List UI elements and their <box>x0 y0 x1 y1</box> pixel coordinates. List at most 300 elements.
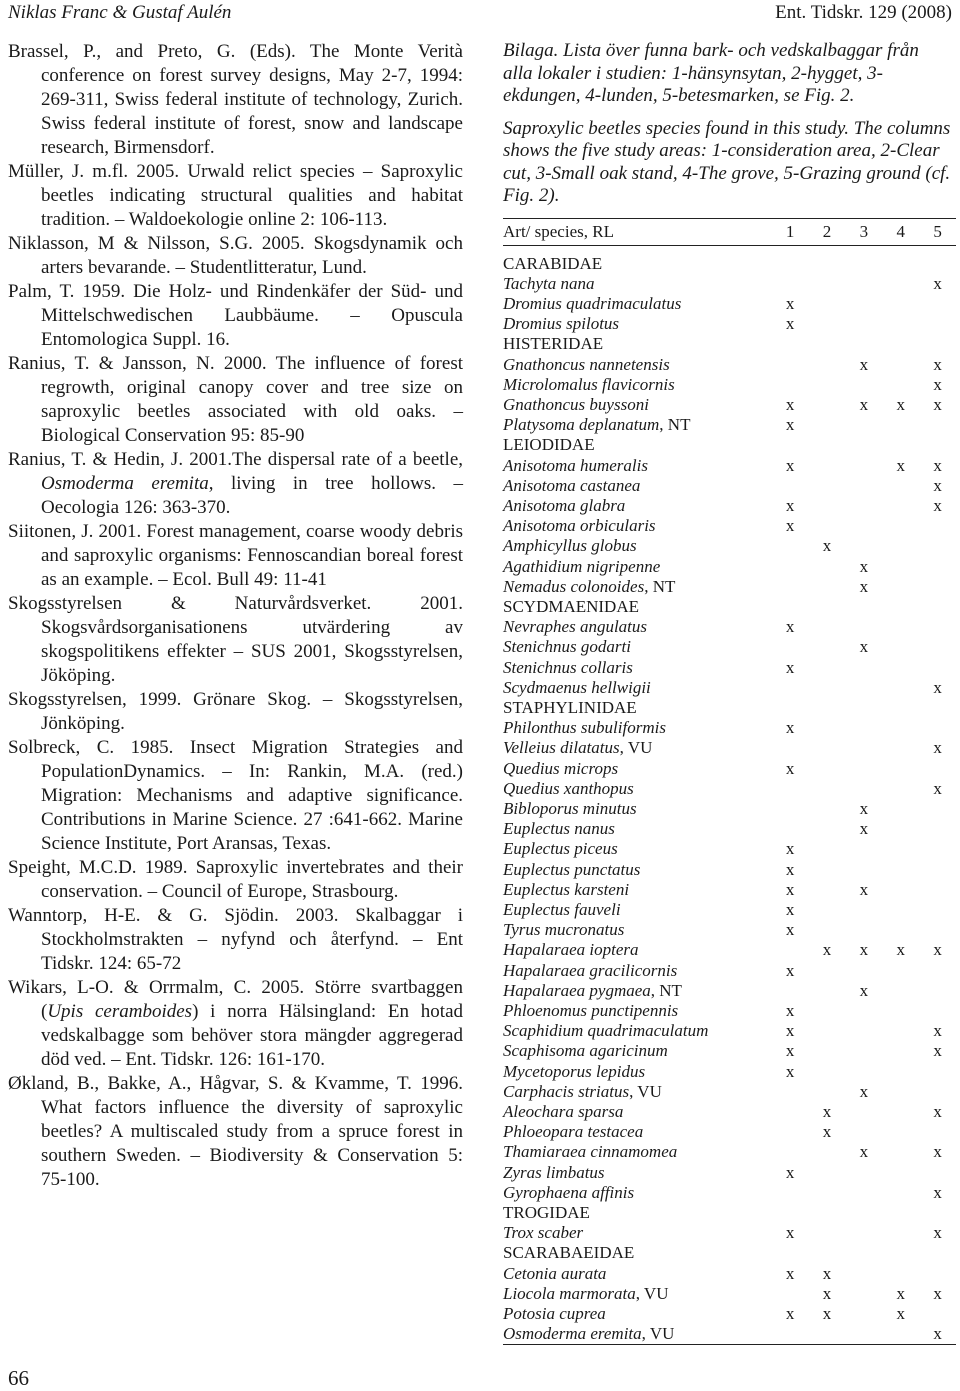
redlist-status: , VU <box>629 1081 662 1101</box>
presence-cell-area-5: x <box>933 1021 942 1041</box>
presence-cell-area-4 <box>882 435 919 455</box>
species-name: Aleochara sparsa <box>503 1102 624 1122</box>
presence-cell-area-5 <box>919 860 956 880</box>
family-name-cell <box>503 1243 772 1263</box>
species-name: Gnathoncus buyssoni <box>503 394 649 414</box>
table-row <box>503 860 956 880</box>
presence-cell-area-5 <box>919 658 956 678</box>
presence-cell-area-2 <box>809 1062 846 1082</box>
presence-cell-area-3 <box>845 1163 882 1183</box>
family-name: STAPHYLINIDAE <box>503 697 637 717</box>
species-name: Euplectus nanus <box>503 819 615 839</box>
presence-cell-area-4 <box>882 1021 919 1041</box>
presence-cell-area-3: x <box>859 394 869 414</box>
species-name-cell <box>503 274 772 294</box>
redlist-status: , NT <box>650 980 682 1000</box>
presence-cell-area-4 <box>882 1243 919 1263</box>
presence-cell-area-5 <box>919 920 956 940</box>
presence-cell-area-4 <box>882 314 919 334</box>
species-name-cell <box>503 1102 772 1122</box>
presence-cell-area-3 <box>845 334 882 354</box>
presence-cell-area-1: x <box>785 1162 795 1182</box>
presence-cell-area-1: x <box>785 1021 795 1041</box>
redlist-status: , VU <box>635 1283 669 1303</box>
presence-cell-area-1 <box>772 1102 809 1122</box>
presence-cell-area-5: x <box>933 354 942 374</box>
presence-cell-area-5 <box>919 637 956 657</box>
column-header-5: 5 <box>919 218 956 245</box>
presence-cell-area-2 <box>809 1142 846 1162</box>
presence-cell-area-5: x <box>933 455 942 475</box>
column-header-1: 1 <box>772 218 809 245</box>
presence-cell-area-3 <box>845 658 882 678</box>
presence-cell-area-4 <box>882 536 919 556</box>
table-row <box>503 900 956 920</box>
family-row <box>503 1243 956 1263</box>
presence-cell-area-5 <box>919 1062 956 1082</box>
reference-species-name: Osmoderma eremita <box>41 473 209 494</box>
presence-cell-area-4 <box>882 597 919 617</box>
table-row <box>503 294 956 314</box>
species-name: Microlomalus flavicornis <box>503 374 675 394</box>
table-row <box>503 678 956 698</box>
presence-cell-area-5 <box>919 839 956 859</box>
presence-cell-area-1 <box>772 334 809 354</box>
table-row <box>503 1223 956 1243</box>
presence-cell-area-2: x <box>822 1304 832 1324</box>
presence-cell-area-5 <box>919 759 956 779</box>
presence-cell-area-1: x <box>785 859 795 879</box>
presence-cell-area-4 <box>882 1163 919 1183</box>
presence-cell-area-3 <box>845 375 882 395</box>
species-name-cell <box>503 1284 772 1304</box>
table-row <box>503 415 956 435</box>
table-row <box>503 476 956 496</box>
presence-cell-area-4 <box>882 1324 919 1345</box>
table-row <box>503 759 956 779</box>
reference-list <box>8 40 463 1192</box>
presence-cell-area-3 <box>845 698 882 718</box>
family-name-cell <box>503 698 772 718</box>
table-row <box>503 274 956 294</box>
species-name-cell <box>503 880 772 900</box>
presence-cell-area-3 <box>845 496 882 516</box>
presence-cell-area-5: x <box>933 1102 942 1122</box>
presence-cell-area-3 <box>845 617 882 637</box>
presence-cell-area-5: x <box>933 1223 942 1243</box>
family-name: CARABIDAE <box>503 253 603 273</box>
presence-cell-area-5 <box>919 1122 956 1142</box>
reference-entry: Solbreck, C. 1985. Insect Migration Strategies and PopulationDynamics. – In: Rankin, M.A. (red.) Migration: Mechanisms and adaptive significance. Contributions in Marine Science. 27 :641-662. Marine Science Institute, Port Aransas, Texas. <box>8 737 463 854</box>
presence-cell-area-2 <box>809 496 846 516</box>
species-name: Velleius dilatatus <box>503 738 620 758</box>
redlist-status: , NT <box>659 415 691 435</box>
presence-cell-area-3 <box>845 1001 882 1021</box>
presence-cell-area-3 <box>845 718 882 738</box>
species-name: Anisotoma orbicularis <box>503 516 656 536</box>
presence-cell-area-2 <box>809 334 846 354</box>
table-row <box>503 577 956 597</box>
presence-cell-area-5 <box>919 718 956 738</box>
caption-english: Saproxylic beetles species found in this study. The columns shows the five study areas: 1-consideration area, 2-Clear cut, 3-Small oak stand, 4-The grove, 5-Grazing ground (cf. Fig. 2). <box>503 117 951 206</box>
species-name: Gyrophaena affinis <box>503 1182 635 1202</box>
presence-cell-area-1: x <box>785 1223 795 1243</box>
table-row <box>503 496 956 516</box>
presence-cell-area-5 <box>919 799 956 819</box>
species-name: Scydmaenus hellwigii <box>503 677 651 697</box>
table-row <box>503 1163 956 1183</box>
species-name-cell <box>503 557 772 577</box>
presence-cell-area-5: x <box>919 1324 956 1345</box>
table-row <box>503 658 956 678</box>
presence-cell-area-3 <box>845 476 882 496</box>
presence-cell-area-3 <box>845 860 882 880</box>
presence-cell-area-2 <box>809 274 846 294</box>
presence-cell-area-5: x <box>933 1283 942 1303</box>
presence-cell-area-4 <box>882 1223 919 1243</box>
presence-cell-area-1 <box>772 375 809 395</box>
table-row <box>503 1324 956 1345</box>
species-name-cell <box>503 1062 772 1082</box>
presence-cell-area-4 <box>882 1264 919 1284</box>
species-name-cell <box>503 1001 772 1021</box>
presence-cell-area-1: x <box>785 293 795 313</box>
species-name: Osmoderma eremita <box>503 1324 642 1344</box>
presence-cell-area-1 <box>772 981 809 1001</box>
species-name: Euplectus karsteni <box>503 879 630 899</box>
presence-cell-area-2 <box>809 577 846 597</box>
presence-cell-area-3 <box>845 738 882 758</box>
presence-cell-area-1 <box>772 1324 809 1345</box>
species-name: Philonthus subuliformis <box>503 718 666 738</box>
presence-cell-area-1: x <box>785 960 795 980</box>
presence-cell-area-1 <box>772 254 809 274</box>
presence-cell-area-3 <box>845 1304 882 1324</box>
species-name: Zyras limbatus <box>503 1162 605 1182</box>
table-row <box>503 981 956 1001</box>
species-name-cell <box>503 920 772 940</box>
presence-cell-area-1: x <box>785 455 795 475</box>
presence-cell-area-4 <box>882 496 919 516</box>
presence-cell-area-5 <box>919 557 956 577</box>
table-spacer-row <box>503 245 956 254</box>
species-name: Carphacis striatus <box>503 1081 630 1101</box>
presence-cell-area-4 <box>882 1122 919 1142</box>
presence-cell-area-5 <box>919 900 956 920</box>
species-name-cell <box>503 759 772 779</box>
presence-cell-area-5: x <box>933 374 942 394</box>
species-name: Nemadus colonoides <box>503 576 645 596</box>
column-header-species: Art/ species, RL <box>503 218 772 245</box>
species-name: Bibloporus minutus <box>503 798 637 818</box>
family-name: TROGIDAE <box>503 1203 590 1223</box>
presence-cell-area-1 <box>772 1284 809 1304</box>
table-row <box>503 940 956 960</box>
family-name-cell <box>503 435 772 455</box>
presence-cell-area-3 <box>845 900 882 920</box>
presence-cell-area-5 <box>919 1304 956 1324</box>
presence-cell-area-4 <box>882 355 919 375</box>
presence-cell-area-5 <box>919 1243 956 1263</box>
presence-cell-area-4 <box>882 658 919 678</box>
table-row <box>503 1041 956 1061</box>
reference-entry <box>8 976 463 1072</box>
presence-cell-area-4 <box>882 860 919 880</box>
family-name: SCARABAEIDAE <box>503 1243 635 1263</box>
reference-entry: Siitonen, J. 2001. Forest management, coarse woody debris and saproxylic organisms: Fennoscandian boreal forest as an example. – Ecol. Bull 49: 11-41 <box>8 521 463 590</box>
presence-cell-area-2: x <box>822 536 832 556</box>
page-number: 66 <box>8 1366 29 1390</box>
presence-cell-area-4 <box>882 617 919 637</box>
reference-entry: Skogsstyrelsen & Naturvårdsverket. 2001. Skogsvårdsorganisationens utvärdering av skogspolitikens effekter – SUS 2001, Skogsstyrelsen, Jököping. <box>8 593 463 686</box>
presence-cell-area-2 <box>809 375 846 395</box>
presence-cell-area-5: x <box>933 394 942 414</box>
presence-cell-area-2 <box>809 1223 846 1243</box>
table-header-row <box>503 218 956 245</box>
table-row <box>503 1304 956 1324</box>
presence-cell-area-3: x <box>859 940 869 960</box>
presence-cell-area-2 <box>809 981 846 1001</box>
table-row <box>503 1284 956 1304</box>
table-row <box>503 779 956 799</box>
presence-cell-area-3 <box>845 920 882 940</box>
presence-cell-area-3 <box>845 1062 882 1082</box>
reference-entry: Ranius, T. & Jansson, N. 2000. The influence of forest regrowth, original canopy cover and tree size on saproxylic beetles associated with old oaks. – Biological Conservation 95: 85-90 <box>8 353 463 446</box>
species-name-cell <box>503 658 772 678</box>
presence-cell-area-2 <box>809 1001 846 1021</box>
caption-swedish: Bilaga. Lista över funna bark- och vedskalbaggar från alla lokaler i studien: 1-hänsynsytan, 2-hygget, 3-ekdungen, 4-lunden, 5-betesmarken, se Fig. 2. <box>503 40 919 106</box>
table-row <box>503 1021 956 1041</box>
presence-cell-area-4 <box>882 738 919 758</box>
species-name: Euplectus piceus <box>503 839 618 859</box>
presence-cell-area-4 <box>882 476 919 496</box>
species-name-cell <box>503 860 772 880</box>
presence-cell-area-5: x <box>933 677 942 697</box>
presence-cell-area-3 <box>845 274 882 294</box>
presence-cell-area-4: x <box>896 455 905 475</box>
reference-entry <box>8 448 463 520</box>
species-name: Mycetoporus lepidus <box>503 1061 646 1081</box>
table-row <box>503 314 956 334</box>
family-row <box>503 435 956 455</box>
species-name-cell <box>503 981 772 1001</box>
presence-cell-area-5: x <box>933 778 942 798</box>
table-row <box>503 1082 956 1102</box>
table-row <box>503 375 956 395</box>
species-name-cell <box>503 1304 772 1324</box>
species-name-cell <box>503 1122 772 1142</box>
species-name-cell <box>503 1163 772 1183</box>
presence-cell-area-1 <box>772 799 809 819</box>
presence-cell-area-1 <box>772 577 809 597</box>
presence-cell-area-4 <box>882 1001 919 1021</box>
presence-cell-area-3 <box>845 456 882 476</box>
presence-cell-area-3 <box>845 1203 882 1223</box>
presence-cell-area-3 <box>845 536 882 556</box>
presence-cell-area-4 <box>882 1082 919 1102</box>
presence-cell-area-3 <box>845 1021 882 1041</box>
species-name-cell <box>503 516 772 536</box>
presence-cell-area-3 <box>845 678 882 698</box>
presence-cell-area-2 <box>809 637 846 657</box>
species-name: Gnathoncus nannetensis <box>503 354 670 374</box>
species-name-cell <box>503 961 772 981</box>
presence-cell-area-1 <box>772 435 809 455</box>
reference-text: Wikars, L-O. & Orrmalm, C. 2005. Större svartbaggen ( <box>8 977 463 1022</box>
table-row <box>503 536 956 556</box>
presence-cell-area-2 <box>809 1324 846 1345</box>
presence-cell-area-4 <box>882 1102 919 1122</box>
presence-cell-area-5: x <box>933 495 942 515</box>
table-body <box>503 245 956 1345</box>
presence-cell-area-1: x <box>785 1304 795 1324</box>
presence-cell-area-1 <box>772 779 809 799</box>
species-name: Platysoma deplanatum <box>503 415 660 435</box>
presence-cell-area-4 <box>882 415 919 435</box>
presence-cell-area-3 <box>845 1243 882 1263</box>
presence-cell-area-2 <box>809 961 846 981</box>
table-row <box>503 637 956 657</box>
table-row <box>503 1062 956 1082</box>
presence-cell-area-3: x <box>859 980 869 1000</box>
presence-cell-area-4 <box>882 981 919 1001</box>
presence-cell-area-3: x <box>859 637 869 657</box>
column-header-3: 3 <box>845 218 882 245</box>
presence-cell-area-4 <box>882 718 919 738</box>
presence-cell-area-4 <box>882 1041 919 1061</box>
presence-cell-area-4 <box>882 274 919 294</box>
reference-entry: Økland, B., Bakke, A., Hågvar, S. & Kvamme, T. 1996. What factors influence the diversity of saproxylic beetles? A multiscaled study from a spruce forest in southern Sweden. – Biodiversity & Conservation 5: 75-100. <box>8 1073 463 1190</box>
presence-cell-area-5 <box>919 1163 956 1183</box>
presence-cell-area-2 <box>809 355 846 375</box>
species-name: Quedius microps <box>503 758 619 778</box>
presence-cell-area-5: x <box>933 273 942 293</box>
species-name-cell <box>503 1223 772 1243</box>
species-name-cell <box>503 1324 772 1345</box>
presence-cell-area-4: x <box>896 1304 905 1324</box>
presence-cell-area-4 <box>882 920 919 940</box>
presence-cell-area-2 <box>809 456 846 476</box>
table-row <box>503 1122 956 1142</box>
column-header-2: 2 <box>809 218 846 245</box>
presence-cell-area-2 <box>809 1163 846 1183</box>
presence-cell-area-2 <box>809 779 846 799</box>
presence-cell-area-2 <box>809 254 846 274</box>
presence-cell-area-1 <box>772 1122 809 1142</box>
species-name: Tachyta nana <box>503 273 595 293</box>
presence-cell-area-3: x <box>859 556 869 576</box>
presence-cell-area-2 <box>809 1243 846 1263</box>
family-name-cell <box>503 597 772 617</box>
presence-cell-area-4 <box>882 698 919 718</box>
species-name-cell <box>503 799 772 819</box>
presence-cell-area-3 <box>845 415 882 435</box>
species-name-cell <box>503 779 772 799</box>
redlist-status: , VU <box>619 738 653 758</box>
species-name-cell <box>503 839 772 859</box>
presence-cell-area-4 <box>882 1142 919 1162</box>
species-name: Tyrus mucronatus <box>503 920 625 940</box>
presence-cell-area-1: x <box>785 495 795 515</box>
table-row <box>503 880 956 900</box>
presence-cell-area-5 <box>919 254 956 274</box>
presence-cell-area-1 <box>772 819 809 839</box>
presence-cell-area-2 <box>809 738 846 758</box>
table-row <box>503 1102 956 1122</box>
presence-cell-area-1: x <box>785 657 795 677</box>
presence-cell-area-1: x <box>785 1263 795 1283</box>
presence-cell-area-2 <box>809 759 846 779</box>
presence-cell-area-4: x <box>896 394 905 414</box>
presence-cell-area-1: x <box>785 314 795 334</box>
table-row <box>503 961 956 981</box>
species-name-cell <box>503 355 772 375</box>
presence-cell-area-3: x <box>859 798 869 818</box>
presence-cell-area-2 <box>809 860 846 880</box>
presence-cell-area-1 <box>772 355 809 375</box>
species-name-cell <box>503 1142 772 1162</box>
species-name-cell <box>503 294 772 314</box>
presence-cell-area-4 <box>882 759 919 779</box>
presence-cell-area-3 <box>845 961 882 981</box>
presence-cell-area-1: x <box>785 415 795 435</box>
presence-cell-area-2 <box>809 698 846 718</box>
presence-cell-area-5 <box>919 617 956 637</box>
presence-cell-area-2 <box>809 678 846 698</box>
family-row <box>503 698 956 718</box>
presence-cell-area-2 <box>809 516 846 536</box>
species-name-cell <box>503 456 772 476</box>
presence-cell-area-1: x <box>785 1041 795 1061</box>
presence-cell-area-5 <box>919 435 956 455</box>
species-name-cell <box>503 375 772 395</box>
species-name: Amphicyllus globus <box>503 536 637 556</box>
table-row <box>503 738 956 758</box>
presence-cell-area-3 <box>845 294 882 314</box>
species-name-cell <box>503 314 772 334</box>
presence-cell-area-4 <box>882 1183 919 1203</box>
presence-cell-area-1: x <box>785 1001 795 1021</box>
species-name: Stenichnus godarti <box>503 637 631 657</box>
table-row <box>503 617 956 637</box>
presence-cell-area-1 <box>772 536 809 556</box>
table-row <box>503 920 956 940</box>
presence-cell-area-4 <box>882 294 919 314</box>
species-name: Anisotoma glabra <box>503 495 626 515</box>
presence-cell-area-2 <box>809 920 846 940</box>
presence-cell-area-1 <box>772 597 809 617</box>
species-name: Phloeopara testacea <box>503 1122 644 1142</box>
presence-cell-area-2 <box>809 557 846 577</box>
presence-cell-area-5: x <box>933 1041 942 1061</box>
table-row <box>503 1142 956 1162</box>
presence-cell-area-2 <box>809 314 846 334</box>
presence-cell-area-2 <box>809 617 846 637</box>
table-row <box>503 839 956 859</box>
presence-cell-area-2 <box>809 839 846 859</box>
presence-cell-area-2: x <box>822 1122 832 1142</box>
presence-cell-area-3 <box>845 1284 882 1304</box>
presence-cell-area-2 <box>809 415 846 435</box>
species-table <box>503 218 956 1346</box>
presence-cell-area-4 <box>882 880 919 900</box>
redlist-status: , VU <box>641 1324 675 1344</box>
species-name-cell <box>503 496 772 516</box>
presence-cell-area-3: x <box>859 1142 869 1162</box>
presence-cell-area-3: x <box>859 576 869 596</box>
presence-cell-area-2 <box>809 435 846 455</box>
presence-cell-area-1: x <box>785 1061 795 1081</box>
